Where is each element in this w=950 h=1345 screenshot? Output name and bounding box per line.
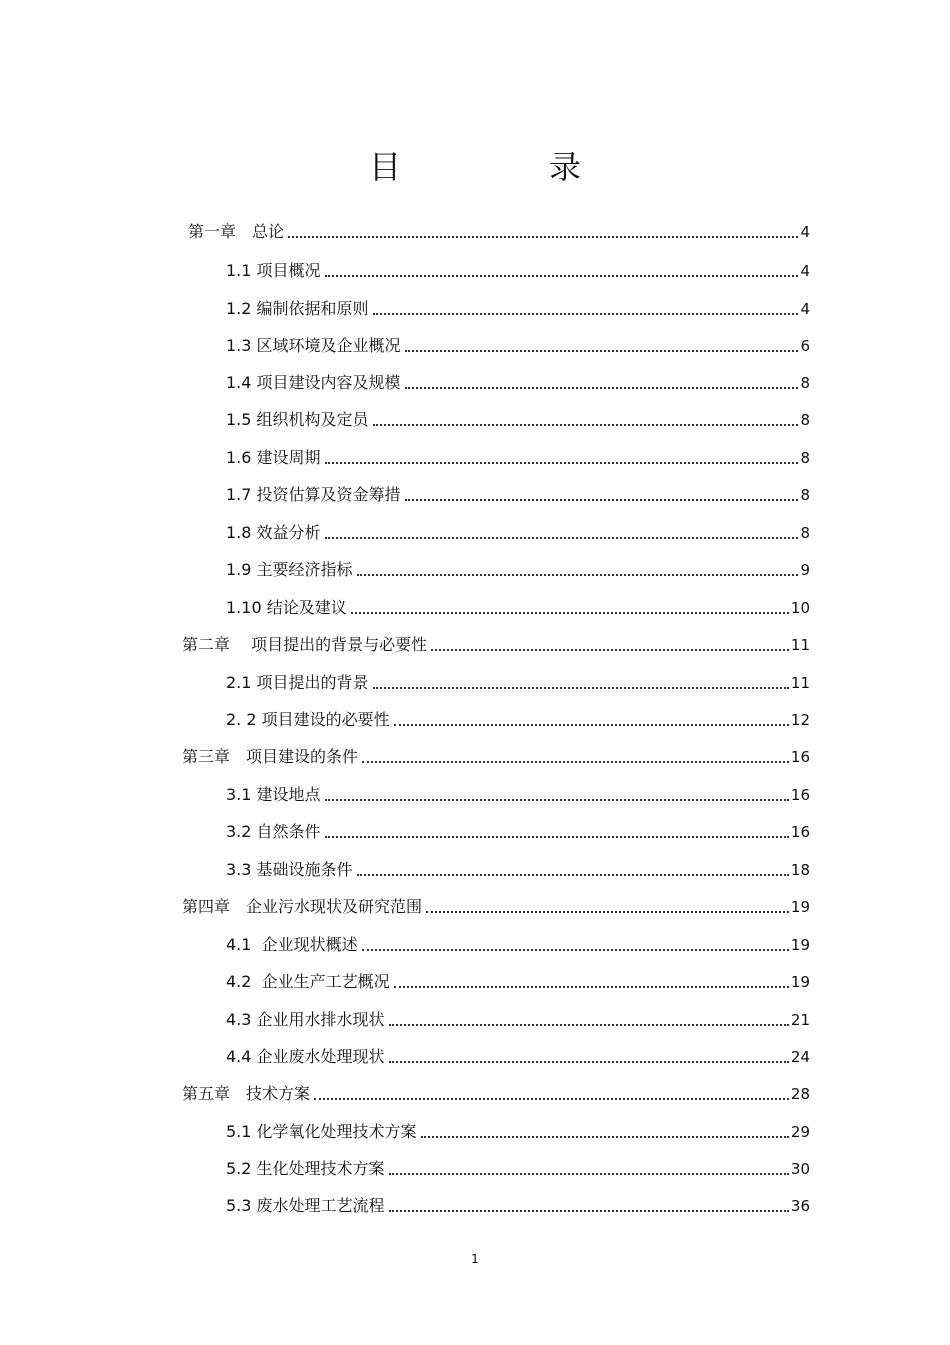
dot-leader bbox=[373, 686, 789, 689]
toc-entry-label: 1.9 主要经济指标 bbox=[226, 560, 353, 579]
dot-leader bbox=[373, 312, 799, 315]
dot-leader bbox=[325, 461, 799, 464]
toc-section-entry[interactable] bbox=[226, 367, 810, 393]
dot-leader bbox=[357, 573, 799, 576]
toc-section-entry[interactable] bbox=[226, 1004, 810, 1030]
toc-entry-page: 16 bbox=[790, 823, 810, 841]
toc-entry-label: 1.1 项目概况 bbox=[226, 261, 321, 280]
toc-entry-page: 9 bbox=[800, 561, 810, 579]
toc-entry-label: 第四章 企业污水现状及研究范围 bbox=[182, 897, 423, 916]
toc-entry-page: 16 bbox=[790, 748, 810, 766]
dot-leader bbox=[389, 1172, 789, 1175]
toc-entry-label: 1.4 项目建设内容及规模 bbox=[226, 373, 401, 392]
toc-entry-page: 10 bbox=[790, 599, 810, 617]
toc-section-entry[interactable] bbox=[226, 255, 810, 281]
toc-entry-page: 19 bbox=[790, 973, 810, 991]
toc-entry-page: 8 bbox=[800, 374, 810, 392]
toc-entry-label: 4.3 企业用水排水现状 bbox=[226, 1010, 385, 1029]
toc-section-entry[interactable] bbox=[226, 1153, 810, 1179]
toc-entry-label: 1.10 结论及建议 bbox=[226, 598, 347, 617]
toc-entry-page: 16 bbox=[790, 786, 810, 804]
toc-entry-label: 1.2 编制依据和原则 bbox=[226, 299, 369, 318]
toc-section-entry[interactable] bbox=[226, 779, 810, 805]
dot-leader bbox=[389, 1023, 789, 1026]
toc-entry-label: 4.1 企业现状概述 bbox=[226, 935, 358, 954]
toc-entry-page: 18 bbox=[790, 861, 810, 879]
dot-leader bbox=[405, 386, 799, 389]
toc-section-entry[interactable] bbox=[226, 966, 810, 992]
toc-section-entry[interactable] bbox=[226, 404, 810, 430]
toc-entry-label: 第三章 项目建设的条件 bbox=[182, 747, 359, 766]
dot-leader bbox=[389, 1209, 789, 1212]
dot-leader bbox=[373, 423, 799, 426]
dot-leader bbox=[362, 760, 789, 763]
dot-leader bbox=[325, 835, 789, 838]
toc-entry-label: 3.1 建设地点 bbox=[226, 785, 321, 804]
page-number: 1 bbox=[471, 1252, 479, 1266]
toc-section-entry[interactable] bbox=[226, 330, 810, 356]
toc-entry-page: 36 bbox=[790, 1197, 810, 1215]
toc-entry-label: 1.8 效益分析 bbox=[226, 523, 321, 542]
toc-entry-label: 第五章 技术方案 bbox=[182, 1084, 311, 1103]
toc-section-entry[interactable] bbox=[226, 704, 810, 730]
toc-entry-label: 4.4 企业废水处理现状 bbox=[226, 1047, 385, 1066]
dot-leader bbox=[351, 611, 789, 614]
toc-entry-page: 8 bbox=[800, 411, 810, 429]
page-title: 目 录 bbox=[368, 148, 639, 186]
toc-entry-page: 28 bbox=[790, 1085, 810, 1103]
dot-leader bbox=[362, 948, 789, 951]
toc-entry-page: 21 bbox=[790, 1011, 810, 1029]
dot-leader bbox=[325, 798, 789, 801]
toc-entry-page: 11 bbox=[790, 636, 810, 654]
toc-entry-label: 1.5 组织机构及定员 bbox=[226, 410, 369, 429]
toc-entry-page: 30 bbox=[790, 1160, 810, 1178]
toc-entry-label: 3.3 基础设施条件 bbox=[226, 860, 353, 879]
toc-section-entry[interactable] bbox=[226, 554, 810, 580]
toc-section-entry[interactable] bbox=[226, 293, 810, 319]
dot-leader bbox=[426, 910, 789, 913]
dot-leader bbox=[394, 985, 789, 988]
dot-leader bbox=[431, 648, 789, 651]
toc-entry-label: 2. 2 项目建设的必要性 bbox=[226, 710, 390, 729]
dot-leader bbox=[325, 536, 799, 539]
toc-entry-page: 8 bbox=[800, 524, 810, 542]
toc-entry-label: 1.6 建设周期 bbox=[226, 448, 321, 467]
toc-section-entry[interactable] bbox=[226, 479, 810, 505]
toc-entry-page: 29 bbox=[790, 1123, 810, 1141]
toc-entry-label: 第二章 项目提出的背景与必要性 bbox=[182, 635, 428, 654]
toc-section-entry[interactable] bbox=[226, 1116, 810, 1142]
toc-section-entry[interactable] bbox=[226, 517, 810, 543]
toc-entry-label: 第一章 总论 bbox=[188, 222, 285, 241]
dot-leader bbox=[405, 498, 799, 501]
toc-entry-page: 12 bbox=[790, 711, 810, 729]
toc-section-entry[interactable] bbox=[226, 667, 810, 693]
toc-entry-label: 5.1 化学氧化处理技术方案 bbox=[226, 1122, 417, 1141]
toc-section-entry[interactable] bbox=[226, 1041, 810, 1067]
dot-leader bbox=[325, 274, 799, 277]
toc-entry-page: 11 bbox=[790, 674, 810, 692]
toc-entry-page: 4 bbox=[800, 300, 810, 318]
toc-entry-page: 4 bbox=[800, 223, 810, 241]
toc-entry-page: 19 bbox=[790, 898, 810, 916]
toc-entry-label: 1.3 区域环境及企业概况 bbox=[226, 336, 401, 355]
toc-chapter-entry[interactable] bbox=[182, 741, 810, 767]
toc-entry-page: 19 bbox=[790, 936, 810, 954]
toc-section-entry[interactable] bbox=[226, 929, 810, 955]
toc-section-entry[interactable] bbox=[226, 854, 810, 880]
dot-leader bbox=[288, 235, 798, 238]
dot-leader bbox=[389, 1060, 789, 1063]
dot-leader bbox=[314, 1097, 789, 1100]
toc-chapter-entry[interactable] bbox=[182, 1078, 810, 1104]
toc-entry-label: 2.1 项目提出的背景 bbox=[226, 673, 369, 692]
toc-chapter-entry[interactable] bbox=[188, 216, 810, 242]
toc-section-entry[interactable] bbox=[226, 442, 810, 468]
dot-leader bbox=[357, 873, 789, 876]
toc-chapter-entry[interactable] bbox=[182, 891, 810, 917]
toc-entry-label: 4.2 企业生产工艺概况 bbox=[226, 972, 390, 991]
dot-leader bbox=[394, 723, 789, 726]
toc-entry-label: 1.7 投资估算及资金筹措 bbox=[226, 485, 401, 504]
toc-entry-page: 4 bbox=[800, 262, 810, 280]
dot-leader bbox=[421, 1135, 789, 1138]
toc-entry-page: 6 bbox=[800, 337, 810, 355]
toc-entry-page: 24 bbox=[790, 1048, 810, 1066]
toc-section-entry[interactable] bbox=[226, 816, 810, 842]
toc-section-entry[interactable] bbox=[226, 1190, 810, 1216]
dot-leader bbox=[405, 349, 799, 352]
toc-entry-page: 8 bbox=[800, 486, 810, 504]
toc-entry-label: 3.2 自然条件 bbox=[226, 822, 321, 841]
toc-section-entry[interactable] bbox=[226, 592, 810, 618]
toc-chapter-entry[interactable] bbox=[182, 629, 810, 655]
toc-entry-label: 5.2 生化处理技术方案 bbox=[226, 1159, 385, 1178]
toc-entry-label: 5.3 废水处理工艺流程 bbox=[226, 1196, 385, 1215]
toc-entry-page: 8 bbox=[800, 449, 810, 467]
